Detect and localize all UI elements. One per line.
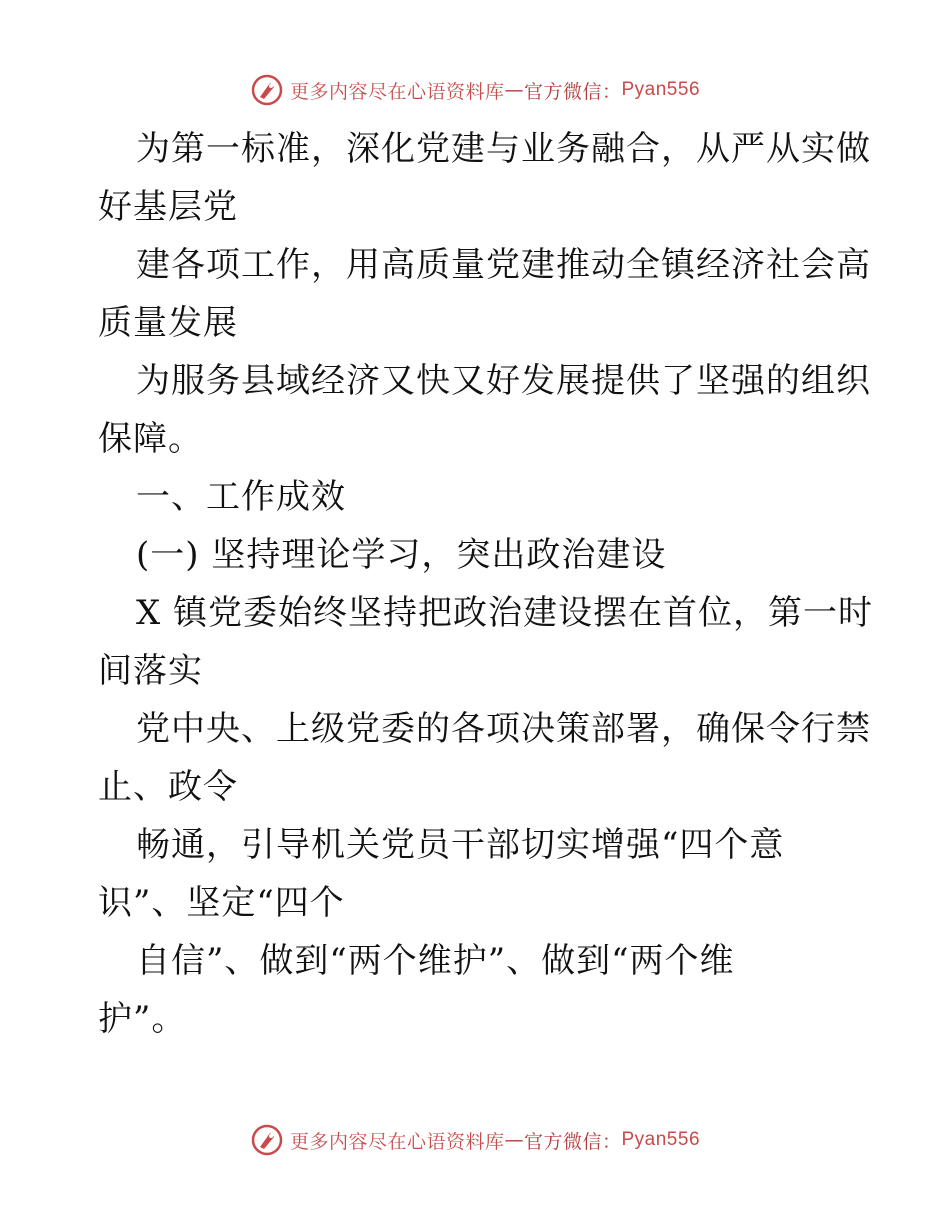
watermark-prefix: 更多内容尽在心语资料库	[289, 80, 505, 103]
watermark-id: Pyan556	[621, 79, 701, 100]
text-line: 护”。	[98, 999, 187, 1039]
text-line: X 镇党委始终坚持把政治建设摆在首位，第一时	[136, 593, 874, 633]
text-line: 党中央、上级党委的各项决策部署，确保令行禁	[136, 709, 871, 749]
subsection-heading: (一) 坚持理论学习，突出政治建设	[136, 535, 667, 575]
watermark-suffix: 官方微信：	[523, 80, 622, 103]
watermark-id: Pyan556	[621, 1129, 701, 1150]
watermark-dash: —	[504, 1129, 524, 1151]
document-body	[98, 120, 874, 1048]
watermark-header	[0, 70, 950, 110]
text-line: 识”、坚定“四个	[98, 883, 345, 923]
text-line: 止、政令	[98, 767, 238, 807]
text-line: 畅通，引导机关党员干部切实增强“四个意	[136, 825, 785, 865]
text-line: 为第一标准，深化党建与业务融合，从严从实做	[136, 129, 871, 169]
watermark-prefix: 更多内容尽在心语资料库	[289, 1130, 505, 1153]
watermark-footer	[0, 1120, 950, 1160]
watermark-suffix: 官方微信：	[523, 1130, 622, 1153]
text-line: 自信”、做到“两个维护”、做到“两个维	[136, 941, 735, 981]
pen-nib-icon	[250, 1123, 284, 1157]
text-line: 建各项工作，用高质量党建推动全镇经济社会高	[136, 245, 871, 285]
text-line: 质量发展	[98, 303, 238, 343]
text-line: 好基层党	[98, 187, 238, 227]
section-heading: 一、工作成效	[136, 477, 346, 517]
pen-nib-icon	[250, 73, 284, 107]
text-line: 保障。	[98, 419, 203, 459]
text-line: 间落实	[98, 651, 203, 691]
text-line: 为服务县域经济又快又好发展提供了坚强的组织	[136, 361, 871, 401]
watermark-dash: —	[504, 79, 524, 101]
